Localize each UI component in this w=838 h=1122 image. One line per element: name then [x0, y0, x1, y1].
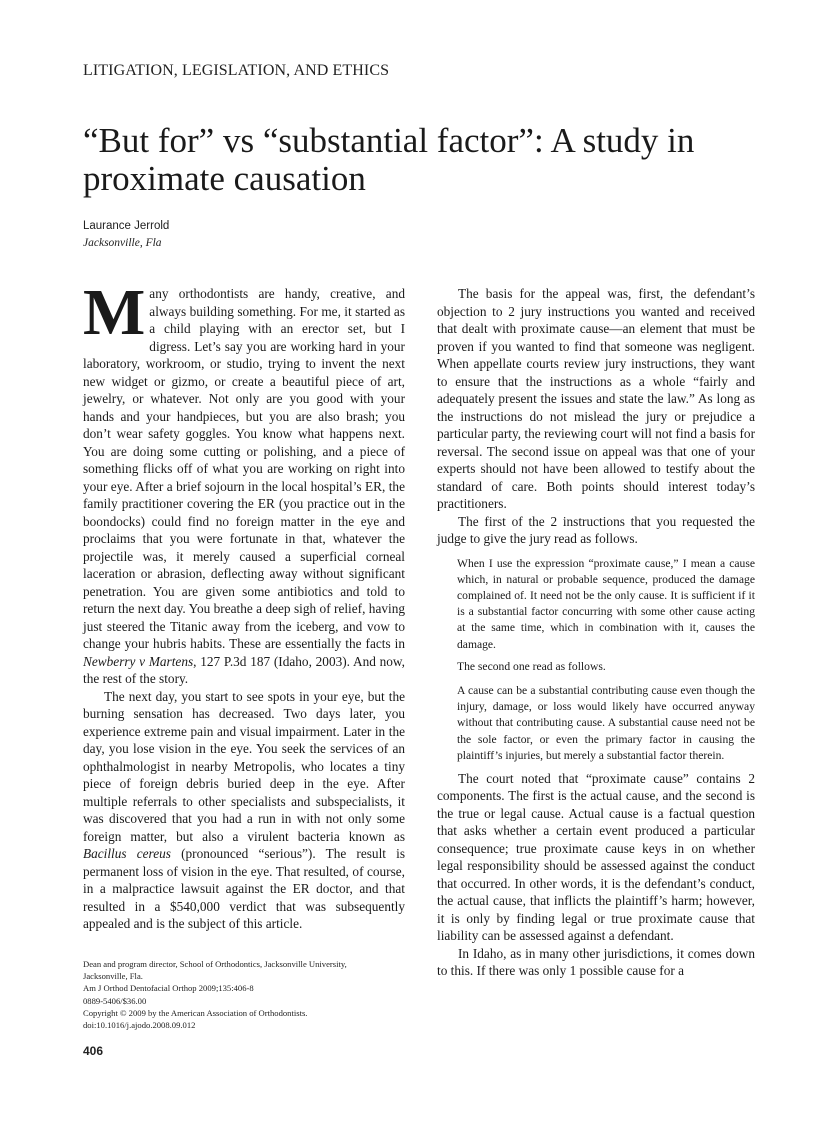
footnote-issn: 0889-5406/$36.00: [83, 995, 147, 1006]
paragraph-story: [83, 688, 405, 933]
article-title: “But for” vs “substantial factor”: A study in proximate causation: [83, 121, 695, 198]
right-column: [437, 285, 755, 980]
footnote-doi: doi:10.1016/j.ajodo.2008.09.012: [83, 1020, 196, 1031]
paragraph-text: (pronounced “serious”). The result is permanent loss of vision in the eye. That resulted, of course, in a malpractice lawsuit against the ER doctor, and that resulted in a $540,000 verdict that was subsequently appealed and is the subject of this article.: [83, 846, 405, 931]
left-column: [83, 276, 405, 933]
paragraph-intro: [83, 276, 405, 688]
author-affiliation: Jacksonville, Fla: [83, 237, 162, 249]
paragraph-idaho: In Idaho, as in many other jurisdictions, it comes down to this. If there was only 1 possible cause for a: [437, 945, 755, 979]
paragraph-text: any orthodontists are handy, creative, and always building something. For me, it started as a child playing with an erector set, but I digress. Let’s say you are working hard in your laboratory, workroom, or studio, trying to invent the next new widget or gizmo, or create a beautiful piece of art, jewelry, or whatever. Not only are you good with your hands and your handpieces, but you are also brash; you don’t wear safety goggles. You know what happens next. You are doing some cutting or polishing, and a piece of something flicks off of what you are working on right into your eye. After a brief sojourn in the local hospital’s ER, the family practitioner covering the ER (you practice out in the boondocks) could find no foreign matter in the eye and proclaims that you were fortunate in that, whatever the projectile was, it merely caused a superficial corneal laceration or abrasion, deflecting away without significant penetration. You are given some antibiotics and told to return the next day. You breathe a deep sigh of relief, having just steered the Titanic away from the iceberg, and vow to change your hubris habits. These are essentially the facts in: [83, 286, 405, 651]
paragraph-text: The next day, you start to see spots in your eye, but the burning sensation has decreased. Two days later, you experience extreme pain and visual impairment. Later in the day, you lose vision in the eye. You seek the services of an ophthalmologist in nearby Metropolis, who locates a tiny piece of foreign debris buried deep in the eye. After multiple referrals to other specialists and subspecialists, it was discovered that you had a run in with not only some foreign matter, but also a virulent bacteria known as: [83, 688, 405, 844]
footnote-copyright: Copyright © 2009 by the American Association of Orthodontists.: [83, 1007, 308, 1018]
page-number: 406: [83, 1044, 104, 1058]
blockquote-instruction-1: When I use the expression “proximate cause,” I mean a cause which, in natural or probable sequence, produced the damage complained of. It need not be the only cause. It is sufficient if it is a substantial factor concurring with some other cause acting at the same time, which in combination with it, causes the damage.: [457, 556, 755, 651]
paragraph-court-noted: The court noted that “proximate cause” contains 2 components. The first is the actual cause, and the second is the true or legal cause. Actual cause is a factual question that asks whether a certain event produced a particular consequence; true proximate cause keys in on whether legal responsibility should be assessed against the conduct that occurred. In other words, it is the defendant’s conduct, the actual cause, that inflicts the plaintiff’s harm; however, it is only by finding legal or true proximate cause that liability can be assessed against a defendant.: [437, 770, 755, 944]
footnote-affiliation: Dean and program director, School of Orthodontics, Jacksonville University,: [83, 959, 347, 969]
author-name: Laurance Jerrold: [83, 220, 170, 232]
case-citation: Newberry v Martens: [83, 653, 194, 669]
footnote-affiliation-city: Jacksonville, Fla.: [83, 971, 143, 982]
bacteria-name: Bacillus cereus: [83, 846, 171, 861]
footnotes: [83, 958, 413, 1031]
quote-intro-2: The second one read as follows.: [457, 659, 606, 673]
paragraph-appeal-basis: The basis for the appeal was, first, the defendant’s objection to 2 jury instructions you wanted and received that dealt with proximate cause—an element that must be proven if you wanted to find that someone was negligent. When appellate courts review jury instructions, they want to ensure that the instructions as a whole “fairly and adequately present the issues and state the law.” As long as the instructions do not mislead the jury or prejudice a particular party, the reviewing court will not find a basis for reversal. The second issue on appeal was that one of your experts should not have been allowed to testify about the standard of care. Both points should interest today’s practitioners.: [437, 286, 755, 511]
footnote-citation: Am J Orthod Dentofacial Orthop 2009;135:406-8: [83, 983, 254, 994]
paragraph-first-instruction: The first of the 2 instructions that you requested the judge to give the jury read as follows.: [437, 513, 755, 546]
drop-cap: M: [83, 276, 146, 349]
section-label: LITIGATION, LEGISLATION, AND ETHICS: [83, 62, 390, 79]
paragraph-text: , 127 P.3d 187 (Idaho, 2003). And now, the rest of the story.: [83, 653, 405, 686]
blockquote-instruction-2: A cause can be a substantial contributing cause even though the injury, damage, or loss would likely have occurred anyway without that contributing cause. A substantial cause need not be the sole factor, or even the primary factor in causing the plaintiff’s injuries, but merely a substantial factor therein.: [457, 683, 755, 762]
